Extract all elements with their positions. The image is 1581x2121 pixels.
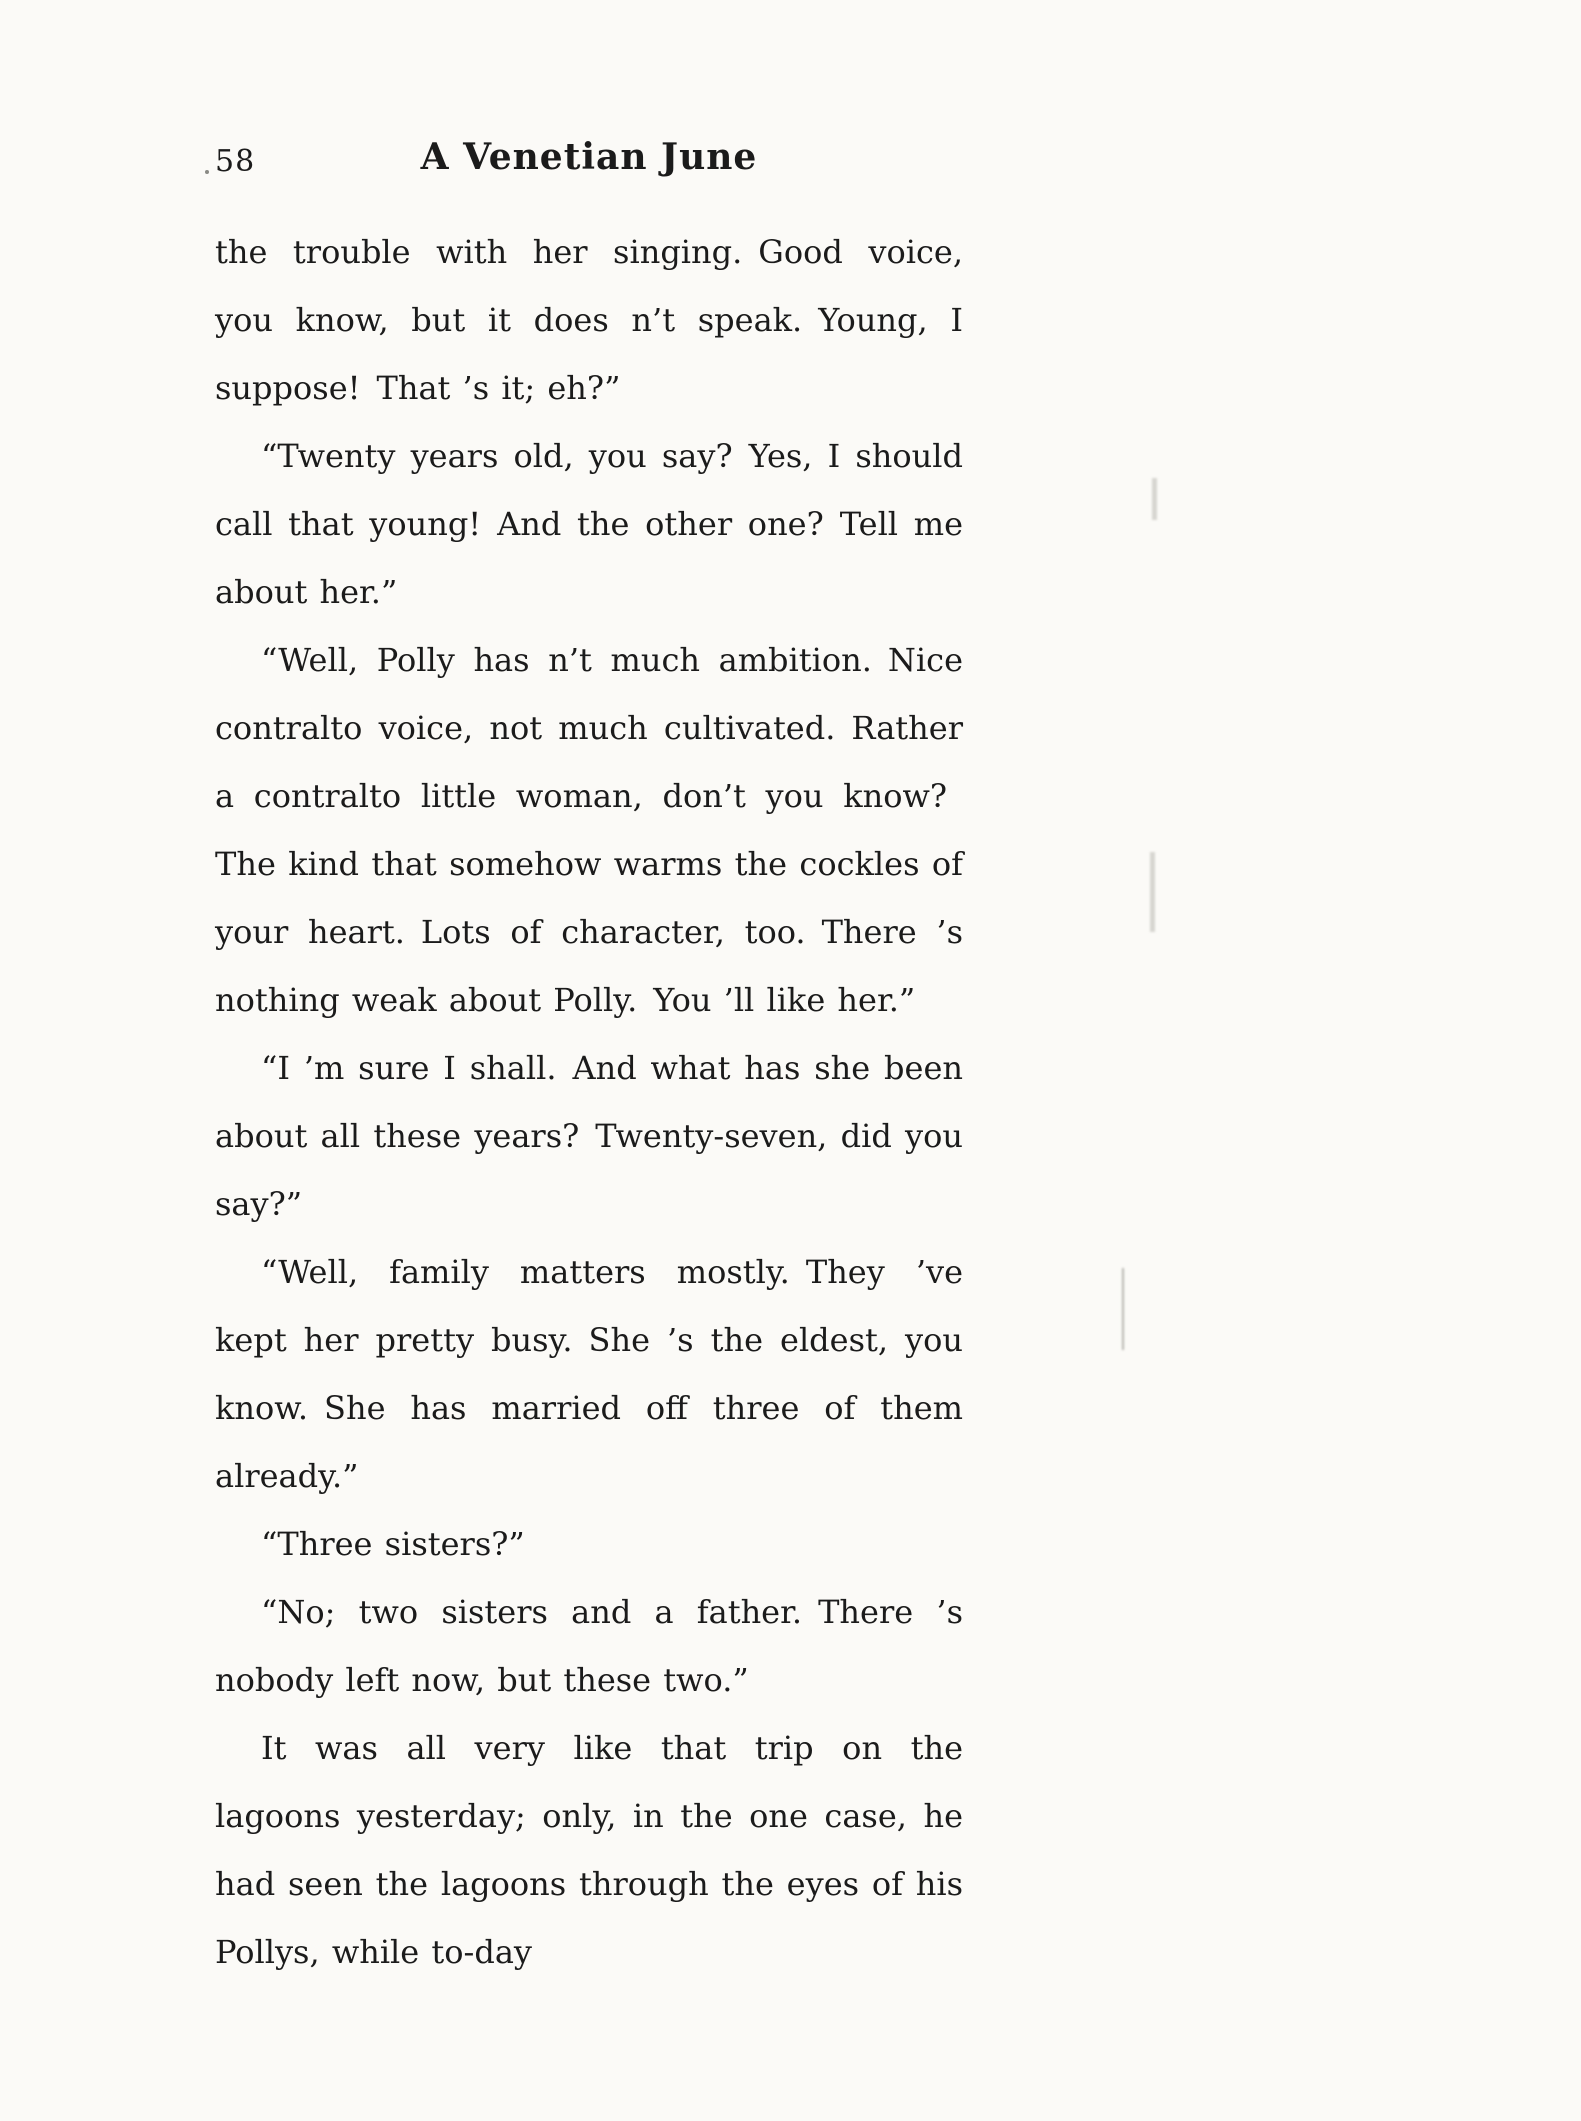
paragraph-8: It was all very like that trip on the lagoons yesterday; only, in the one case, he had seen the lagoons through the eyes of his Pollys, while to-day <box>215 1729 963 1971</box>
paragraph-3: “Well, Polly has n’t much ambition. Nice contralto voice, not much cultivated. Rather a contralto little woman, don’t you know? The kind that somehow warms the cockles of your heart. Lots of character, too. There ’s nothing weak about Polly. You ’ll like her.” <box>215 641 963 1019</box>
running-head-title: A Venetian June <box>420 136 758 178</box>
scan-artifact <box>1150 852 1155 932</box>
paragraph-5: “Well, family matters mostly. They ’ve kept her pretty busy. She ’s the eldest, you know. She has married off three of them already.” <box>215 1253 963 1495</box>
scan-artifact <box>1122 1268 1124 1350</box>
scan-artifact <box>1152 478 1157 520</box>
paragraph-4: “I ’m sure I shall. And what has she been about all these years? Twenty-seven, did you say?” <box>215 1049 963 1223</box>
page-header <box>215 136 963 186</box>
page-text <box>215 218 963 1986</box>
paragraph-1: the trouble with her singing. Good voice, you know, but it does n’t speak. Young, I suppose! That ’s it; eh?” <box>215 233 963 407</box>
page-number: 58 <box>215 144 256 179</box>
scan-artifact <box>205 170 209 174</box>
paragraph-7: “No; two sisters and a father. There ’s nobody left now, but these two.” <box>215 1593 963 1699</box>
paragraph-2: “Twenty years old, you say? Yes, I should call that young! And the other one? Tell me about her.” <box>215 437 963 611</box>
paragraph-6: “Three sisters?” <box>261 1525 525 1563</box>
